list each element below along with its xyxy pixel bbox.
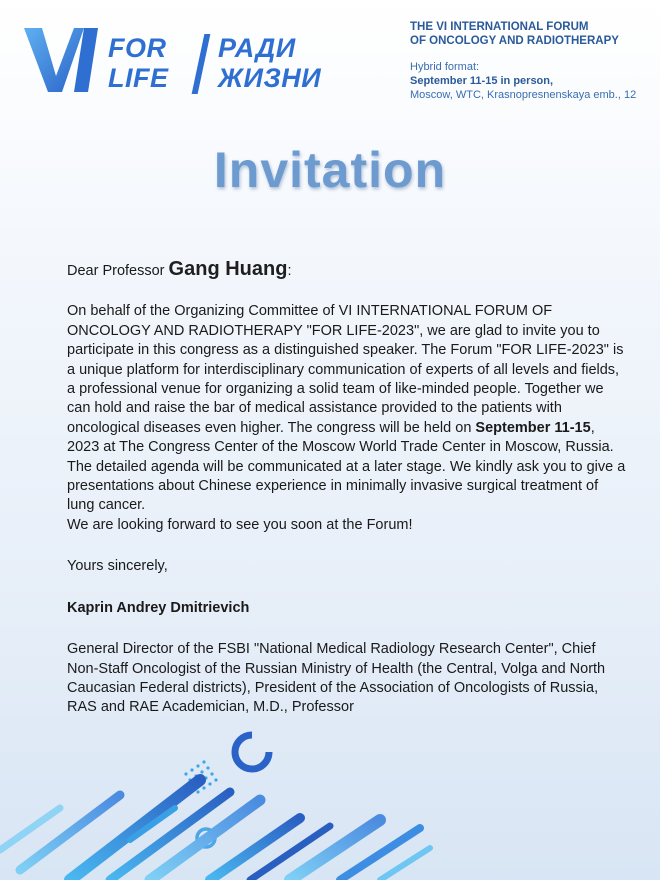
body-part1: On behalf of the Organizing Committee of VI INTERNATIONAL FORUM OF ONCOLOGY AND RADIOTHERAPY "FOR LIFE-2023", we are glad to invite you to participate in this congress as a distinguished speaker. The Forum "FOR LIFE-2023" is a unique platform for interdisciplinary communication of experts of all levels and fields, a professional venue for organizing a solid team of like-minded people. Together we can hold and raise the bar of medical assistance provided to the patients with oncological diseases even higher. The congress will be held on xyxy=(67,303,624,436)
hybrid-format-label: Hybrid format: xyxy=(410,61,480,73)
logo-life: LIFE xyxy=(108,63,169,93)
vi-numeral-logo-icon xyxy=(22,18,106,98)
logo-divider xyxy=(192,34,211,94)
invitation-title: Invitation xyxy=(213,142,447,198)
forum-dates: September 11-15 in person, xyxy=(410,75,554,87)
closing-line: Yours sincerely, xyxy=(67,558,168,575)
professor-name: Gang Huang xyxy=(168,258,288,280)
congress-dates: September 11-15 xyxy=(475,419,591,436)
looking-forward-line: We are looking forward to see you soon at the Forum! xyxy=(67,516,413,533)
signer-title: General Director of the FSBI "National Medical Radiology Research Center", Chief Non-Staff Oncologist of the Russian Ministry of Health (the Central, Volga and North Caucasian Federal districts), President of the Association of Oncologists of Russia, RAS and RAE Academician, M.D., Professor xyxy=(67,641,606,716)
ring-icon xyxy=(235,735,269,769)
body-part2: , 2023 at The Congress Center of the Moscow World Trade Center in Moscow, Russia. The detailed agenda will be communicated at a later stage. We kindly ask you to give a presentations about Chinese experience in minimally invasive surgical treatment of lung cancer. xyxy=(67,419,626,514)
forum-title-line2: OF ONCOLOGY AND RADIOTHERAPY xyxy=(410,35,619,47)
forum-header-info xyxy=(410,20,650,102)
forum-title-line1: THE VI INTERNATIONAL FORUM xyxy=(410,21,589,33)
logo-zhizni: ЖИЗНИ xyxy=(218,63,322,93)
forum-logo xyxy=(22,14,342,98)
letter-body xyxy=(67,260,627,718)
salutation-prefix: Dear Professor xyxy=(67,263,169,279)
logo-radi: РАДИ xyxy=(218,33,296,63)
decorative-stripes-graphic xyxy=(0,700,660,880)
salutation xyxy=(67,260,627,281)
salutation-suffix: : xyxy=(287,263,292,279)
forum-venue: Moscow, WTC, Krasnopresnenskaya emb., 12 xyxy=(410,89,637,101)
signer-name: Kaprin Andrey Dmitrievich xyxy=(67,599,250,616)
diagonal-stripes xyxy=(0,780,430,880)
logo-for: FOR xyxy=(108,33,167,63)
invitation-paragraph xyxy=(67,302,627,515)
